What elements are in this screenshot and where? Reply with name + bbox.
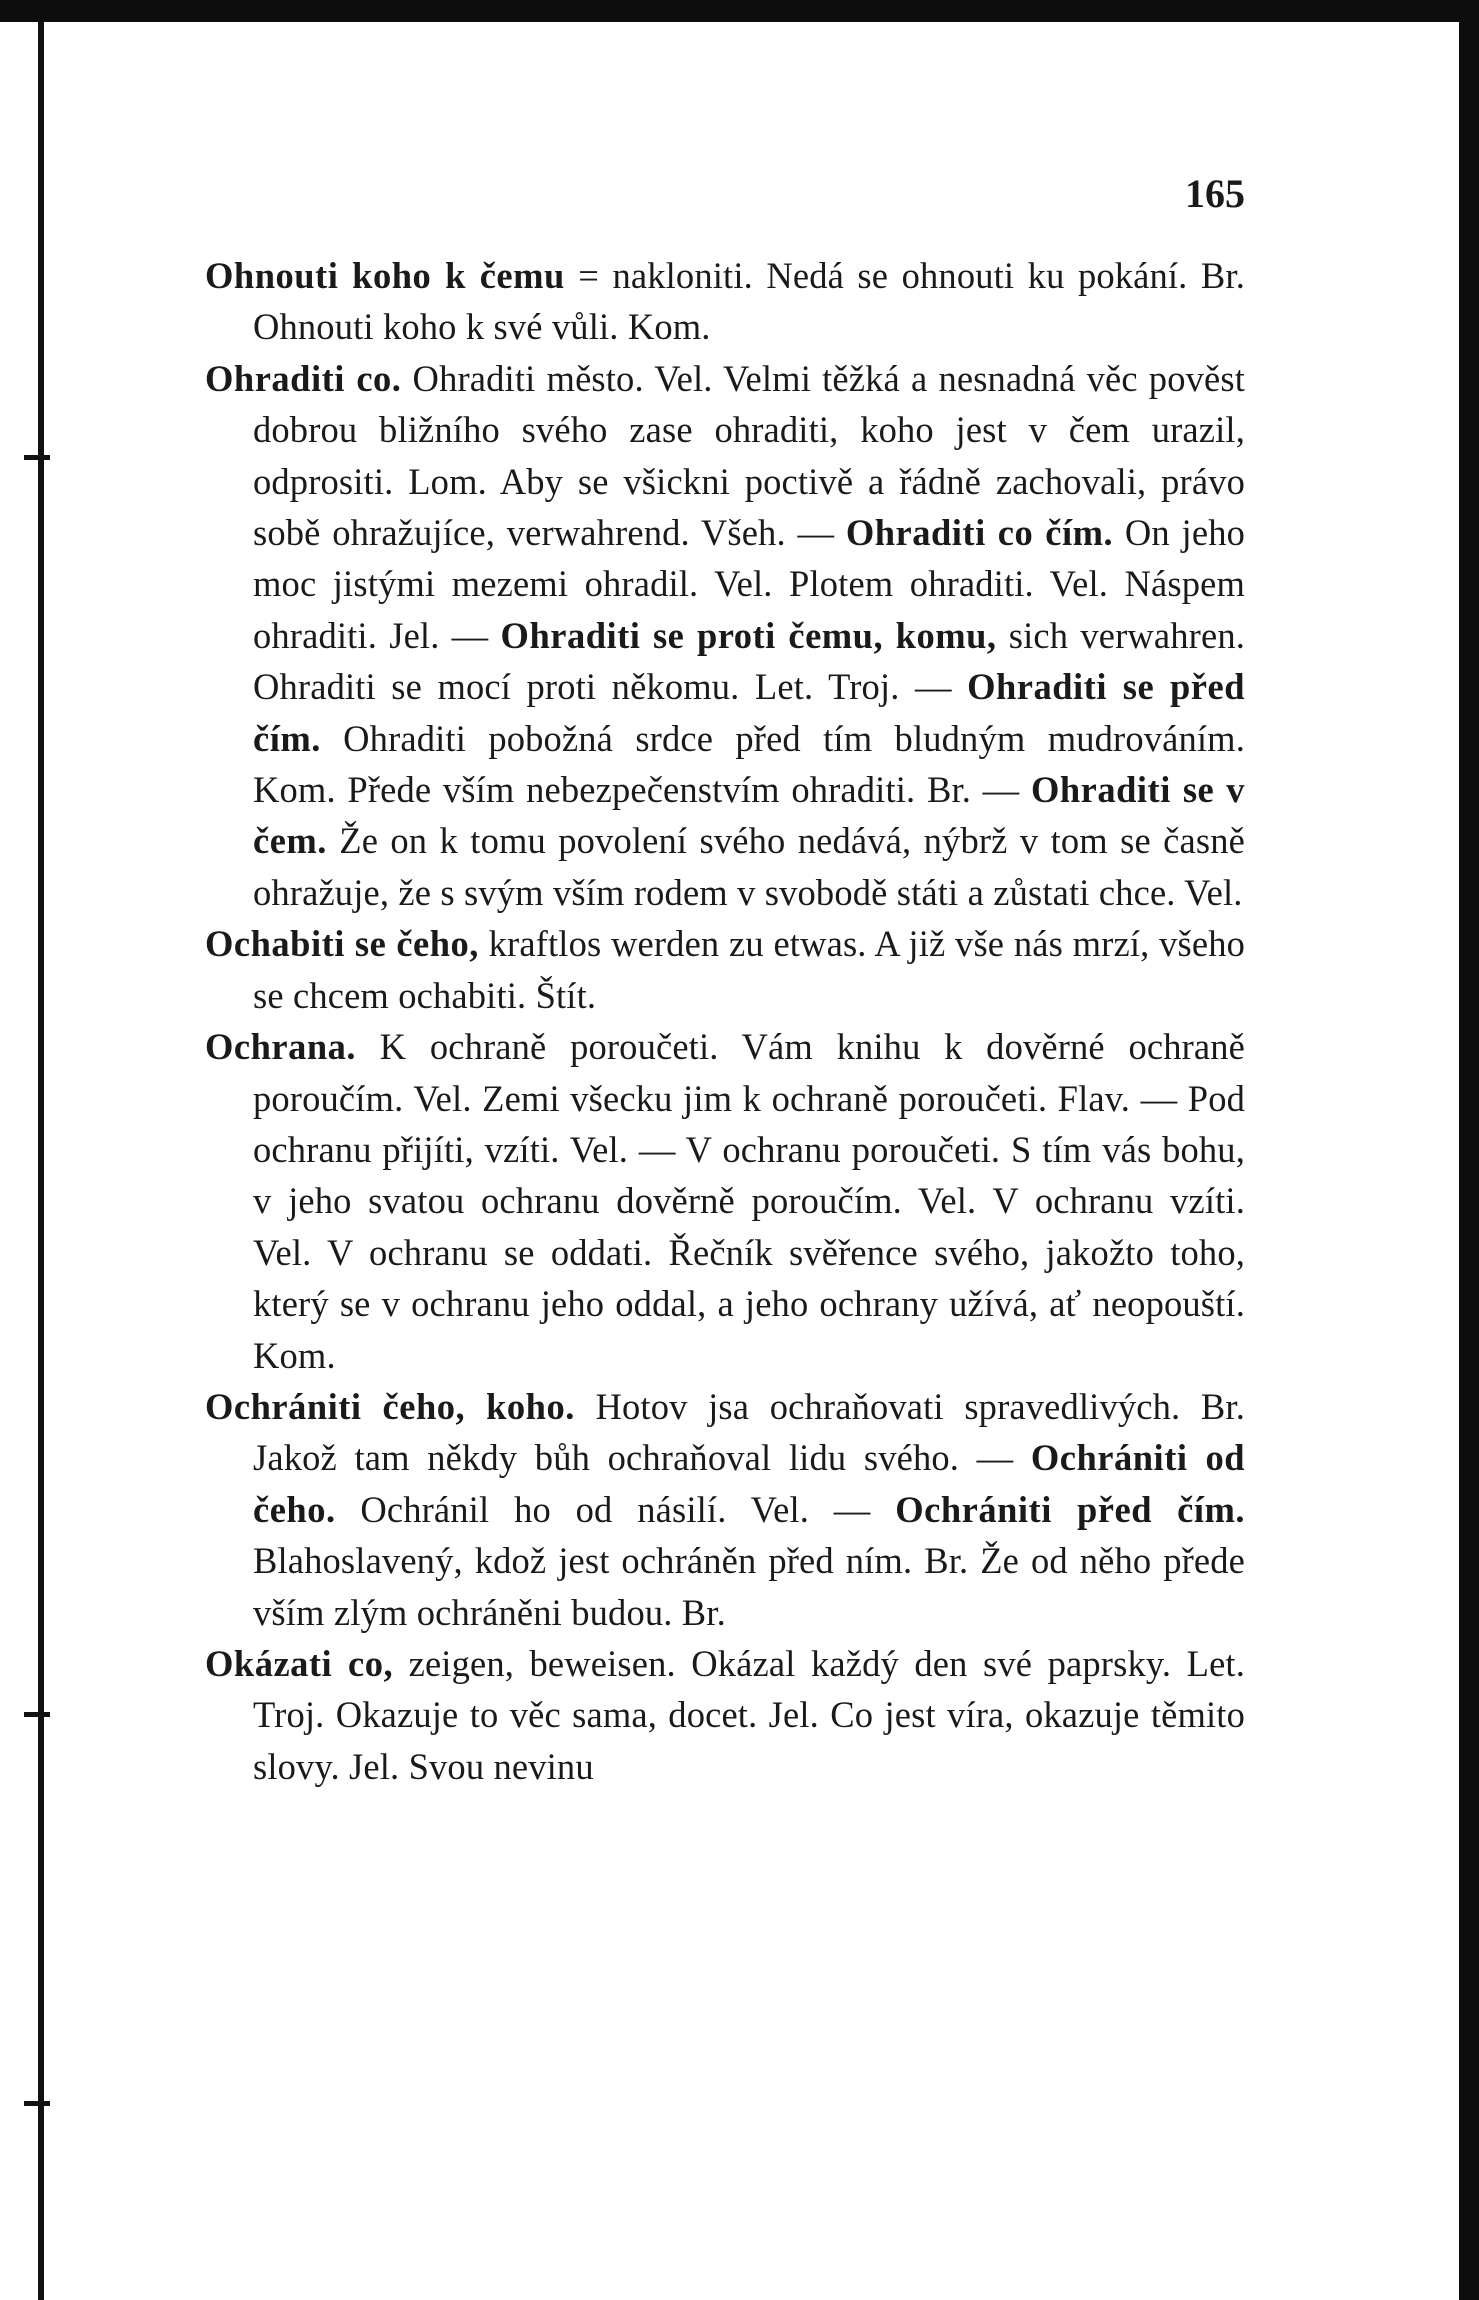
headword: Ohraditi se v čem. <box>253 769 1245 862</box>
dictionary-entry <box>205 250 1245 353</box>
entry-text: zeigen, beweisen. Okázal každý den své paprsky. Let. Troj. Okazuje to věc sama, docet. Jel. Co jest víra, okazuje těmito slovy. Jel. Svou nevinu <box>253 1642 1245 1787</box>
page-number: 165 <box>1185 171 1245 216</box>
entry-text: Ohraditi pobožná srdce před tím bludným mudrováním. Kom. Přede vším nebezpečenstvím ohraditi. Br. — <box>253 717 1245 811</box>
binding-tick <box>24 455 50 460</box>
binding-tick <box>24 1712 50 1717</box>
entry-list <box>205 250 1245 1792</box>
headword: Ochabiti se čeho, <box>205 923 479 965</box>
headword: Ohraditi co čím. <box>845 512 1114 554</box>
entry-text: K ochraně poroučeti. Vám knihu k dověrné ochraně poroučím. Vel. Zemi všecku jim k ochraně poroučeti. Flav. — Pod ochranu přijíti, vzíti. Vel. — V ochranu poroučeti. S tím vás bohu, v jeho svatou ochranu dověrně poroučím. Vel. V ochranu vzíti. Vel. V ochranu se oddati. Řečník svěřence svého, jakožto toho, který se v ochranu jeho oddal, a jeho ochrany užívá, ať neopouští. Kom. <box>253 1026 1245 1376</box>
headword: Okázati co, <box>205 1642 394 1684</box>
entry-text: Hotov jsa ochraňovati spravedlivých. Br. Jakož tam někdy bůh ochraňoval lidu svého. — <box>253 1385 1245 1479</box>
entry-text: = nakloniti. Nedá se ohnouti ku pokání. Br. Ohnouti koho k své vůli. Kom. <box>253 255 1245 348</box>
entry-text: Blahoslavený, kdož jest ochráněn před ním. Br. Že od něho přede vším zlým ochráněni budou. Br. <box>253 1540 1245 1633</box>
headword: Ochrániti před čím. <box>895 1488 1246 1530</box>
scan-border-right <box>1459 0 1479 2300</box>
entry-text: Ohraditi město. Vel. Velmi těžká a nesnadná věc pověst dobrou bližního svého zase ohraditi, koho jest v čem urazil, odprositi. Lom. Aby se všickni poctivě a řádně zachovali, právo sobě ohražujíce, verwahrend. Všeh. — <box>253 357 1246 554</box>
dictionary-entry <box>205 353 1245 918</box>
headword: Ohraditi co. <box>205 357 402 399</box>
entry-text: sich verwahren. Ohraditi se mocí proti někomu. Let. Troj. — <box>253 614 1245 708</box>
binding-tick <box>24 2101 50 2106</box>
headword: Ochrana. <box>205 1026 357 1068</box>
entry-text: Ochránil ho od násilí. Vel. — <box>335 1488 896 1530</box>
entry-text: Že on k tomu povolení svého nedává, nýbrž v tom se časně ohražuje, že s svým vším rodem v svobodě státi a zůstati chce. Vel. <box>253 820 1245 913</box>
entry-text: On jeho moc jistými mezemi ohradil. Vel. Plotem ohraditi. Vel. Náspem ohraditi. Jel. — <box>253 512 1245 656</box>
dictionary-entry <box>205 918 1245 1021</box>
scan-border-top <box>0 0 1479 22</box>
headword: Ochrániti od čeho. <box>253 1437 1245 1530</box>
binding-edge-line <box>38 22 44 2300</box>
headword: Ohnouti koho k čemu <box>205 255 565 296</box>
dictionary-entry <box>205 1381 1245 1638</box>
dictionary-entry <box>205 1021 1245 1381</box>
dictionary-entry <box>205 1638 1245 1792</box>
headword: Ohraditi se před čím. <box>253 666 1245 759</box>
entry-text: kraftlos werden zu etwas. A již vše nás mrzí, všeho se chcem ochabiti. Štít. <box>253 923 1245 1016</box>
headword: Ochrániti čeho, koho. <box>205 1385 575 1427</box>
headword: Ohraditi se proti čemu, komu, <box>500 614 997 656</box>
